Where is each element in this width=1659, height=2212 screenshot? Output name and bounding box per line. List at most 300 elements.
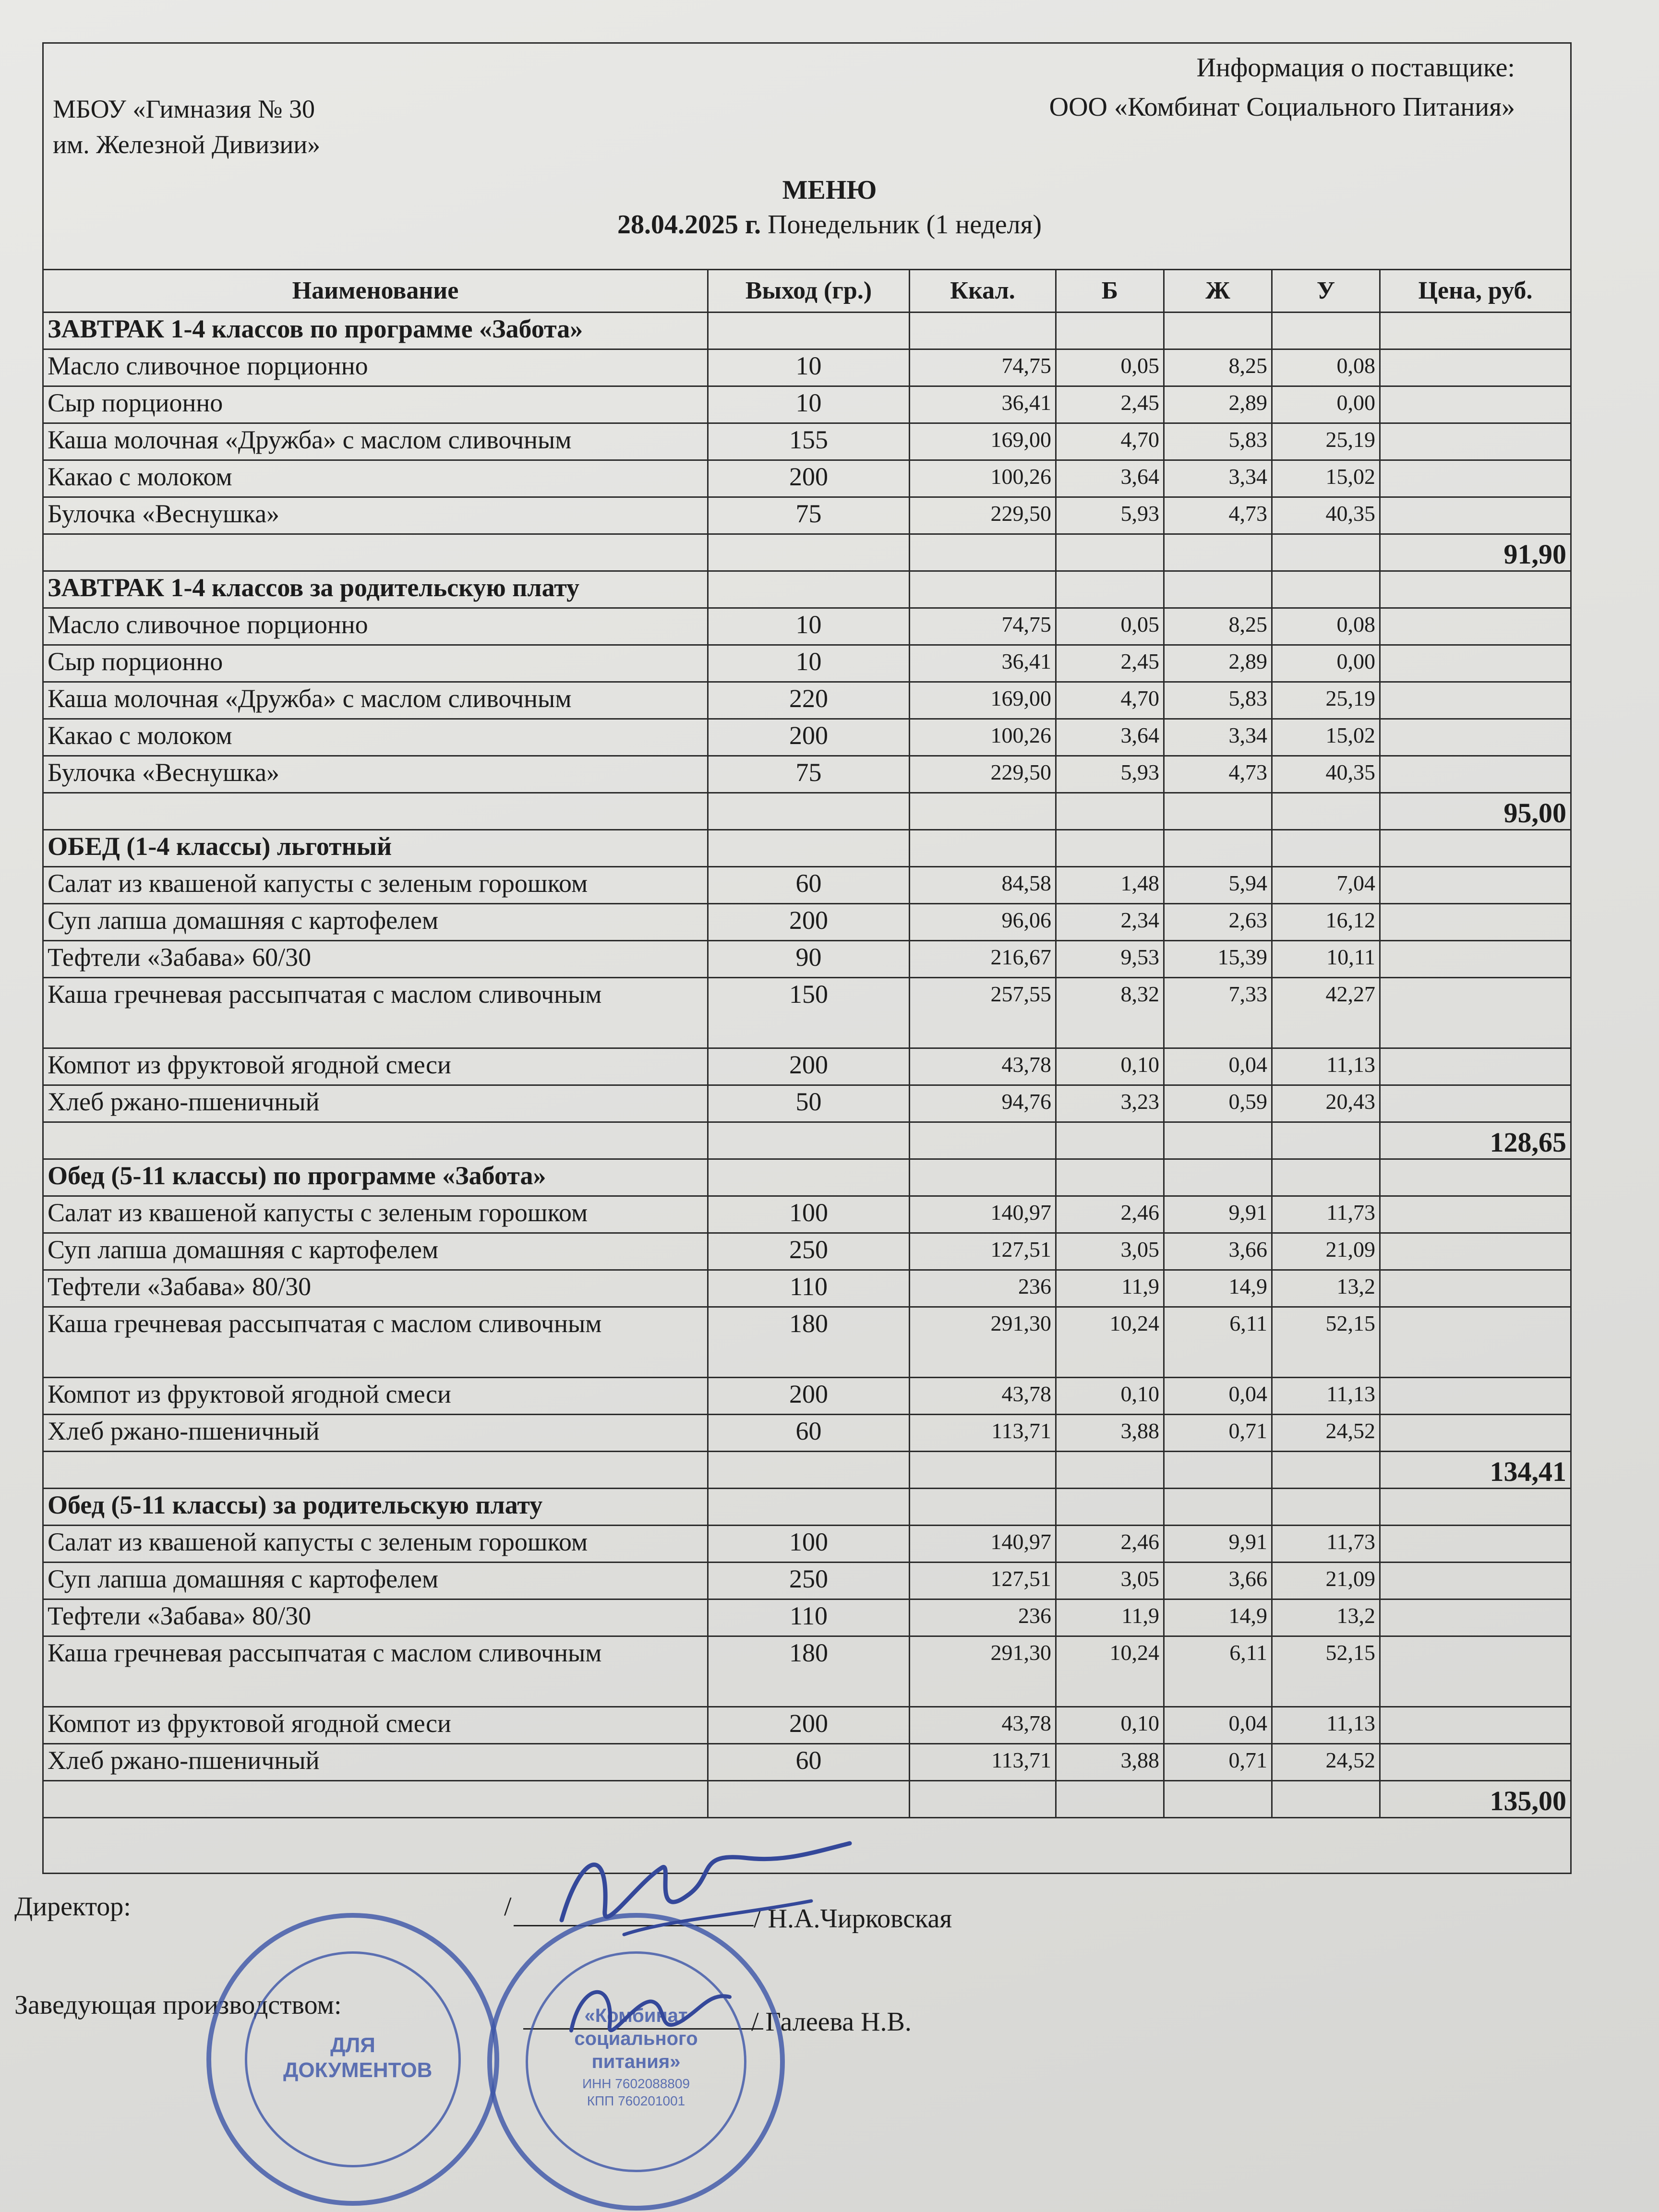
cell-b: 11,9 [1056, 1270, 1164, 1307]
cell-kcal: 113,71 [910, 1415, 1056, 1452]
empty-price-cell [1380, 608, 1571, 645]
empty-cell [708, 1489, 910, 1526]
cell-u: 0,08 [1272, 608, 1380, 645]
empty-cell [708, 313, 910, 349]
cell-u: 10,11 [1272, 941, 1380, 978]
section-total-price: 135,00 [1380, 1781, 1571, 1818]
empty-cell [1272, 313, 1380, 349]
supplier-label: Информация о поставщике: [1196, 53, 1515, 83]
section-header-row [43, 313, 1571, 349]
cell-b: 0,05 [1056, 349, 1164, 386]
empty-cell [708, 830, 910, 867]
cell-u: 40,35 [1272, 497, 1380, 534]
empty-cell [1056, 1159, 1164, 1196]
section-total-price: 95,00 [1380, 793, 1571, 830]
section-header-row [43, 1489, 1571, 1526]
dish-name: Салат из квашеной капусты с зеленым горошком [43, 1196, 708, 1233]
table-row [43, 460, 1571, 497]
empty-cell [910, 313, 1056, 349]
manager-label: Заведующая производством: [14, 1990, 342, 2020]
cell-out: 220 [708, 682, 910, 719]
empty-price-cell [1380, 497, 1571, 534]
menu-date: 28.04.2025 г. [617, 210, 761, 240]
cell-kcal: 96,06 [910, 904, 1056, 941]
cell-kcal: 291,30 [910, 1636, 1056, 1707]
empty-cell [1164, 1452, 1272, 1489]
empty-cell [43, 1452, 708, 1489]
table-row [43, 1636, 1571, 1707]
empty-cell [1164, 793, 1272, 830]
cell-out: 60 [708, 1744, 910, 1781]
cell-kcal: 74,75 [910, 608, 1056, 645]
empty-price-cell [1380, 756, 1571, 793]
cell-zh: 9,91 [1164, 1526, 1272, 1563]
cell-zh: 7,33 [1164, 978, 1272, 1048]
empty-price-cell [1380, 1378, 1571, 1415]
empty-price-cell [1380, 1526, 1571, 1563]
cell-u: 25,19 [1272, 682, 1380, 719]
empty-cell [910, 1122, 1056, 1159]
table-row [43, 1048, 1571, 1085]
table-row [43, 645, 1571, 682]
dish-name: Масло сливочное порционно [43, 349, 708, 386]
empty-price-cell [1380, 1415, 1571, 1452]
cell-b: 2,46 [1056, 1526, 1164, 1563]
table-row [43, 1563, 1571, 1599]
cell-b: 10,24 [1056, 1636, 1164, 1707]
empty-cell [708, 1122, 910, 1159]
dish-name: Каша молочная «Дружба» с маслом сливочным [43, 423, 708, 460]
empty-cell [1056, 1452, 1164, 1489]
table-row [43, 608, 1571, 645]
dish-name: Какао с молоком [43, 719, 708, 756]
menu-day: Понедельник (1 неделя) [768, 210, 1042, 240]
empty-cell [910, 830, 1056, 867]
cell-out: 200 [708, 1378, 910, 1415]
cell-b: 3,88 [1056, 1415, 1164, 1452]
empty-cell [1380, 1159, 1571, 1196]
cell-u: 15,02 [1272, 719, 1380, 756]
supplier-stamp-center: «Комбинат социального питания» [574, 2005, 698, 2072]
table-row [43, 349, 1571, 386]
director-name: / Н.А.Чирковская [754, 1904, 952, 1934]
cell-u: 52,15 [1272, 1636, 1380, 1707]
empty-cell [910, 534, 1056, 571]
cell-zh: 0,04 [1164, 1378, 1272, 1415]
cell-kcal: 236 [910, 1599, 1056, 1636]
empty-price-cell [1380, 1196, 1571, 1233]
cell-out: 110 [708, 1599, 910, 1636]
cell-kcal: 43,78 [910, 1378, 1056, 1415]
cell-zh: 0,71 [1164, 1415, 1272, 1452]
cell-out: 10 [708, 608, 910, 645]
dish-name: Суп лапша домашняя с картофелем [43, 1233, 708, 1270]
dish-name: Каша гречневая рассыпчатая с маслом сливочным [43, 1636, 708, 1707]
empty-cell [1380, 313, 1571, 349]
cell-u: 25,19 [1272, 423, 1380, 460]
empty-price-cell [1380, 719, 1571, 756]
table-row [43, 1270, 1571, 1307]
empty-price-cell [1380, 1048, 1571, 1085]
cell-b: 3,23 [1056, 1085, 1164, 1122]
cell-zh: 3,34 [1164, 460, 1272, 497]
cell-out: 180 [708, 1636, 910, 1707]
cell-b: 8,32 [1056, 978, 1164, 1048]
empty-price-cell [1380, 1563, 1571, 1599]
empty-cell [1056, 793, 1164, 830]
cell-kcal: 169,00 [910, 423, 1056, 460]
cell-u: 0,08 [1272, 349, 1380, 386]
empty-price-cell [1380, 1270, 1571, 1307]
empty-price-cell [1380, 1636, 1571, 1707]
cell-out: 200 [708, 1707, 910, 1744]
supplier-stamp-inn: ИНН 7602088809 [582, 2076, 690, 2091]
cell-kcal: 127,51 [910, 1233, 1056, 1270]
cell-zh: 0,04 [1164, 1048, 1272, 1085]
cell-b: 0,05 [1056, 608, 1164, 645]
dish-name: Каша молочная «Дружба» с маслом сливочным [43, 682, 708, 719]
cell-out: 200 [708, 904, 910, 941]
empty-cell [1164, 534, 1272, 571]
cell-kcal: 84,58 [910, 867, 1056, 904]
cell-kcal: 113,71 [910, 1744, 1056, 1781]
cell-kcal: 236 [910, 1270, 1056, 1307]
cell-out: 100 [708, 1526, 910, 1563]
empty-cell [708, 1452, 910, 1489]
dish-name: Компот из фруктовой ягодной смеси [43, 1378, 708, 1415]
empty-cell [1272, 830, 1380, 867]
empty-cell [910, 1452, 1056, 1489]
director-label: Директор: [14, 1892, 131, 1922]
cell-b: 9,53 [1056, 941, 1164, 978]
cell-out: 50 [708, 1085, 910, 1122]
cell-u: 0,00 [1272, 386, 1380, 423]
col-header-output: Выход (гр.) [708, 270, 910, 313]
empty-price-cell [1380, 904, 1571, 941]
cell-out: 200 [708, 1048, 910, 1085]
cell-u: 11,73 [1272, 1196, 1380, 1233]
section-header-row [43, 830, 1571, 867]
cell-b: 11,9 [1056, 1599, 1164, 1636]
empty-cell [708, 1781, 910, 1818]
empty-cell [43, 1122, 708, 1159]
cell-zh: 2,89 [1164, 645, 1272, 682]
cell-u: 11,73 [1272, 1526, 1380, 1563]
menu-table [42, 269, 1572, 1818]
col-header-zh: Ж [1164, 270, 1272, 313]
section-total-row [43, 1781, 1571, 1818]
cell-out: 90 [708, 941, 910, 978]
empty-cell [1164, 830, 1272, 867]
cell-zh: 5,83 [1164, 423, 1272, 460]
cell-b: 3,88 [1056, 1744, 1164, 1781]
empty-cell [1380, 571, 1571, 608]
dish-name: Хлеб ржано-пшеничный [43, 1744, 708, 1781]
table-row [43, 1196, 1571, 1233]
menu-title: МЕНЮ [782, 175, 877, 205]
dish-name: Булочка «Веснушка» [43, 497, 708, 534]
cell-kcal: 36,41 [910, 645, 1056, 682]
section-total-row [43, 534, 1571, 571]
empty-cell [1164, 1489, 1272, 1526]
empty-cell [1056, 1489, 1164, 1526]
col-header-name: Наименование [43, 270, 708, 313]
section-title: ОБЕД (1-4 классы) льготный [43, 830, 708, 867]
table-row [43, 978, 1571, 1048]
cell-kcal: 127,51 [910, 1563, 1056, 1599]
empty-price-cell [1380, 1707, 1571, 1744]
cell-u: 15,02 [1272, 460, 1380, 497]
cell-out: 10 [708, 386, 910, 423]
school-line1: МБОУ «Гимназия № 30 [53, 95, 315, 123]
empty-cell [1056, 1781, 1164, 1818]
col-header-price: Цена, руб. [1380, 270, 1571, 313]
cell-kcal: 43,78 [910, 1707, 1056, 1744]
cell-kcal: 140,97 [910, 1526, 1056, 1563]
dish-name: Салат из квашеной капусты с зеленым горошком [43, 1526, 708, 1563]
cell-kcal: 100,26 [910, 719, 1056, 756]
dish-name: Сыр порционно [43, 386, 708, 423]
table-row [43, 941, 1571, 978]
cell-out: 200 [708, 719, 910, 756]
cell-kcal: 74,75 [910, 349, 1056, 386]
cell-kcal: 216,67 [910, 941, 1056, 978]
supplier-stamp-kpp: КПП 760201001 [587, 2093, 685, 2108]
table-row [43, 719, 1571, 756]
empty-price-cell [1380, 1744, 1571, 1781]
table-row [43, 1526, 1571, 1563]
dish-name: Масло сливочное порционно [43, 608, 708, 645]
cell-out: 110 [708, 1270, 910, 1307]
col-header-b: Б [1056, 270, 1164, 313]
empty-cell [910, 793, 1056, 830]
cell-u: 13,2 [1272, 1270, 1380, 1307]
cell-out: 250 [708, 1233, 910, 1270]
table-row [43, 1378, 1571, 1415]
section-title: ЗАВТРАК 1-4 классов по программе «Забота» [43, 313, 708, 349]
manager-name: / Галеева Н.В. [751, 2007, 912, 2037]
cell-b: 4,70 [1056, 682, 1164, 719]
cell-u: 13,2 [1272, 1599, 1380, 1636]
cell-zh: 4,73 [1164, 756, 1272, 793]
cell-u: 42,27 [1272, 978, 1380, 1048]
empty-price-cell [1380, 1085, 1571, 1122]
cell-out: 60 [708, 867, 910, 904]
empty-cell [1272, 1781, 1380, 1818]
empty-cell [1056, 534, 1164, 571]
dish-name: Компот из фруктовой ягодной смеси [43, 1048, 708, 1085]
table-row [43, 386, 1571, 423]
cell-zh: 2,89 [1164, 386, 1272, 423]
cell-zh: 6,11 [1164, 1307, 1272, 1378]
empty-price-cell [1380, 423, 1571, 460]
cell-out: 10 [708, 645, 910, 682]
empty-price-cell [1380, 349, 1571, 386]
empty-price-cell [1380, 1233, 1571, 1270]
cell-b: 2,34 [1056, 904, 1164, 941]
supplier-header [1049, 48, 1515, 127]
cell-b: 2,45 [1056, 386, 1164, 423]
empty-cell [1164, 313, 1272, 349]
cell-u: 11,13 [1272, 1378, 1380, 1415]
cell-zh: 3,34 [1164, 719, 1272, 756]
cell-u: 21,09 [1272, 1233, 1380, 1270]
cell-b: 0,10 [1056, 1048, 1164, 1085]
empty-cell [708, 571, 910, 608]
dish-name: Каша гречневая рассыпчатая с маслом сливочным [43, 978, 708, 1048]
cell-zh: 3,66 [1164, 1233, 1272, 1270]
dish-name: Какао с молоком [43, 460, 708, 497]
cell-b: 0,10 [1056, 1378, 1164, 1415]
empty-price-cell [1380, 1599, 1571, 1636]
cell-zh: 9,91 [1164, 1196, 1272, 1233]
empty-cell [708, 534, 910, 571]
cell-kcal: 140,97 [910, 1196, 1056, 1233]
cell-b: 5,93 [1056, 756, 1164, 793]
cell-zh: 14,9 [1164, 1270, 1272, 1307]
cell-kcal: 43,78 [910, 1048, 1056, 1085]
section-total-price: 128,65 [1380, 1122, 1571, 1159]
section-header-row [43, 571, 1571, 608]
cell-zh: 2,63 [1164, 904, 1272, 941]
cell-zh: 4,73 [1164, 497, 1272, 534]
table-row [43, 904, 1571, 941]
cell-u: 40,35 [1272, 756, 1380, 793]
empty-cell [43, 793, 708, 830]
empty-cell [708, 793, 910, 830]
dish-name: Булочка «Веснушка» [43, 756, 708, 793]
empty-cell [910, 1489, 1056, 1526]
empty-cell [1164, 1781, 1272, 1818]
col-header-kcal: Ккал. [910, 270, 1056, 313]
section-total-row [43, 1452, 1571, 1489]
cell-kcal: 291,30 [910, 1307, 1056, 1378]
section-title: Обед (5-11 классы) по программе «Забота» [43, 1159, 708, 1196]
cell-b: 10,24 [1056, 1307, 1164, 1378]
empty-cell [1272, 1452, 1380, 1489]
cell-zh: 0,59 [1164, 1085, 1272, 1122]
cell-zh: 14,9 [1164, 1599, 1272, 1636]
empty-cell [910, 571, 1056, 608]
empty-cell [910, 1159, 1056, 1196]
table-row [43, 756, 1571, 793]
cell-zh: 8,25 [1164, 349, 1272, 386]
table-row [43, 1085, 1571, 1122]
empty-price-cell [1380, 682, 1571, 719]
empty-price-cell [1380, 941, 1571, 978]
table-row [43, 1744, 1571, 1781]
cell-out: 250 [708, 1563, 910, 1599]
cell-zh: 15,39 [1164, 941, 1272, 978]
cell-u: 24,52 [1272, 1744, 1380, 1781]
table-row [43, 1599, 1571, 1636]
dish-name: Суп лапша домашняя с картофелем [43, 1563, 708, 1599]
cell-out: 180 [708, 1307, 910, 1378]
school-header [53, 91, 320, 162]
section-title: Обед (5-11 классы) за родительскую плату [43, 1489, 708, 1526]
empty-cell [1056, 1122, 1164, 1159]
empty-cell [1272, 1122, 1380, 1159]
empty-price-cell [1380, 386, 1571, 423]
empty-price-cell [1380, 867, 1571, 904]
cell-out: 75 [708, 756, 910, 793]
empty-cell [1272, 571, 1380, 608]
cell-b: 4,70 [1056, 423, 1164, 460]
cell-u: 52,15 [1272, 1307, 1380, 1378]
cell-zh: 3,66 [1164, 1563, 1272, 1599]
manager-signature [557, 1963, 739, 2059]
cell-out: 10 [708, 349, 910, 386]
empty-cell [43, 1781, 708, 1818]
dish-name: Компот из фруктовой ягодной смеси [43, 1707, 708, 1744]
director-slash: / [504, 1892, 512, 1922]
dish-name: Каша гречневая рассыпчатая с маслом сливочным [43, 1307, 708, 1378]
table-row [43, 1307, 1571, 1378]
cell-b: 2,45 [1056, 645, 1164, 682]
empty-cell [1272, 534, 1380, 571]
col-header-u: У [1272, 270, 1380, 313]
cell-out: 75 [708, 497, 910, 534]
empty-cell [1272, 1159, 1380, 1196]
empty-cell [1380, 1489, 1571, 1526]
table-row [43, 867, 1571, 904]
cell-b: 3,64 [1056, 460, 1164, 497]
empty-cell [910, 1781, 1056, 1818]
empty-cell [1272, 1489, 1380, 1526]
cell-b: 3,05 [1056, 1563, 1164, 1599]
cell-out: 155 [708, 423, 910, 460]
cell-b: 3,05 [1056, 1233, 1164, 1270]
supplier-name: ООО «Комбинат Социального Питания» [1049, 92, 1515, 122]
cell-u: 21,09 [1272, 1563, 1380, 1599]
cell-zh: 0,04 [1164, 1707, 1272, 1744]
table-row [43, 682, 1571, 719]
cell-u: 7,04 [1272, 867, 1380, 904]
cell-b: 2,46 [1056, 1196, 1164, 1233]
dish-name: Тефтели «Забава» 80/30 [43, 1599, 708, 1636]
cell-kcal: 229,50 [910, 756, 1056, 793]
empty-cell [708, 1159, 910, 1196]
empty-price-cell [1380, 1307, 1571, 1378]
section-total-row [43, 1122, 1571, 1159]
cell-u: 24,52 [1272, 1415, 1380, 1452]
empty-cell [1056, 313, 1164, 349]
director-signature [542, 1824, 878, 1968]
dish-name: Тефтели «Забава» 80/30 [43, 1270, 708, 1307]
empty-price-cell [1380, 460, 1571, 497]
school-stamp-center: ДЛЯ ДОКУМЕНТОВ [283, 2033, 433, 2082]
dish-name: Суп лапша домашняя с картофелем [43, 904, 708, 941]
table-header-row [43, 270, 1571, 313]
dish-name: Салат из квашеной капусты с зеленым горошком [43, 867, 708, 904]
school-stamp [206, 1913, 499, 2206]
cell-kcal: 169,00 [910, 682, 1056, 719]
cell-zh: 5,83 [1164, 682, 1272, 719]
empty-price-cell [1380, 645, 1571, 682]
cell-kcal: 94,76 [910, 1085, 1056, 1122]
empty-cell [1164, 1122, 1272, 1159]
cell-u: 20,43 [1272, 1085, 1380, 1122]
cell-zh: 5,94 [1164, 867, 1272, 904]
section-total-price: 134,41 [1380, 1452, 1571, 1489]
table-row [43, 1233, 1571, 1270]
section-title: ЗАВТРАК 1-4 классов за родительскую плату [43, 571, 708, 608]
empty-cell [1056, 830, 1164, 867]
section-total-price: 91,90 [1380, 534, 1571, 571]
empty-cell [1380, 830, 1571, 867]
table-row [43, 1415, 1571, 1452]
cell-out: 100 [708, 1196, 910, 1233]
